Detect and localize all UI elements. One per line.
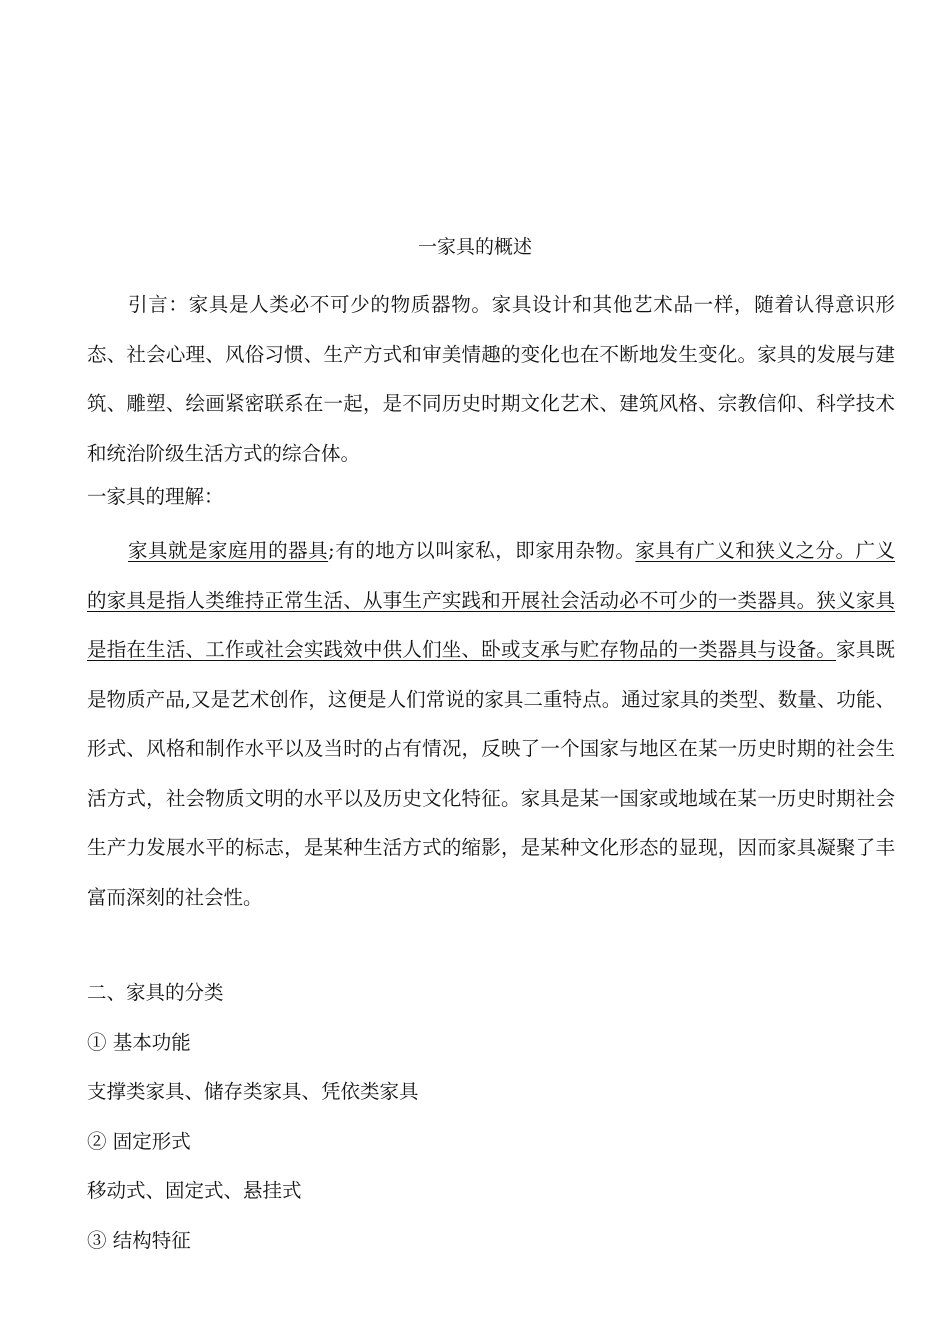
definition-underlined-1: 家具就是家庭用的器具 (128, 539, 329, 562)
intro-text: ：家具是人类必不可少的物质器物。家具设计和其他艺术品一样，随着认得意识形态、社会心理、风俗习惯、生产方式和审美情趣的变化也在不断地发生变化。家具的发展与建筑、雕塑、绘画紧密联系在一起，是不同历史时期文化艺术、建筑风格、宗教信仰、科学技术和统治阶级生活方式的综合体。 (87, 293, 895, 465)
definition-underlined-3: 家具有广义和狭义之分。广义的家具是指人类维持正常生活、从事生产实践和开展社会活动必不可少的一类器具。狭义家具是指在生活、工作或社会实践效中供人们坐、卧或支承与贮存物品的一类器具与设备。 (87, 539, 895, 661)
document-title: 一家具的概述 (417, 236, 532, 258)
understanding-paragraph (87, 526, 895, 922)
intro-lead-label: 引言 (128, 293, 169, 316)
classification-item-label: ③ 结构特征 (87, 1229, 191, 1252)
section-heading-classification: 二、家具的分类 (87, 981, 224, 1004)
classification-item-label: ② 固定形式 (87, 1130, 191, 1153)
classification-item-detail: 移动式、固定式、悬挂式 (87, 1179, 302, 1202)
classification-item-label: ① 基本功能 (87, 1031, 191, 1054)
definition-text-2: ;有的地方以叫家私，即家用杂物。 (328, 539, 636, 562)
definition-text-4: 家具既是物质产品,又是艺术创作，这便是人们常说的家具二重特点。通过家具的类型、数量、功能、形式、风格和制作水平以及当时的占有情况，反映了一个国家与地区在某一历史时期的社会生活方式，社会物质文明的水平以及历史文化特征。家具是某一国家或地域在某一历史时期社会生产力发展水平的标志，是某种生活方式的缩影，是某种文化形态的显现，因而家具凝聚了丰富而深刻的社会性。 (87, 638, 895, 909)
section-heading-understanding: 一家具的理解： (87, 485, 224, 508)
intro-paragraph (87, 280, 895, 478)
classification-item-detail: 支撑类家具、储存类家具、凭依类家具 (87, 1080, 419, 1103)
